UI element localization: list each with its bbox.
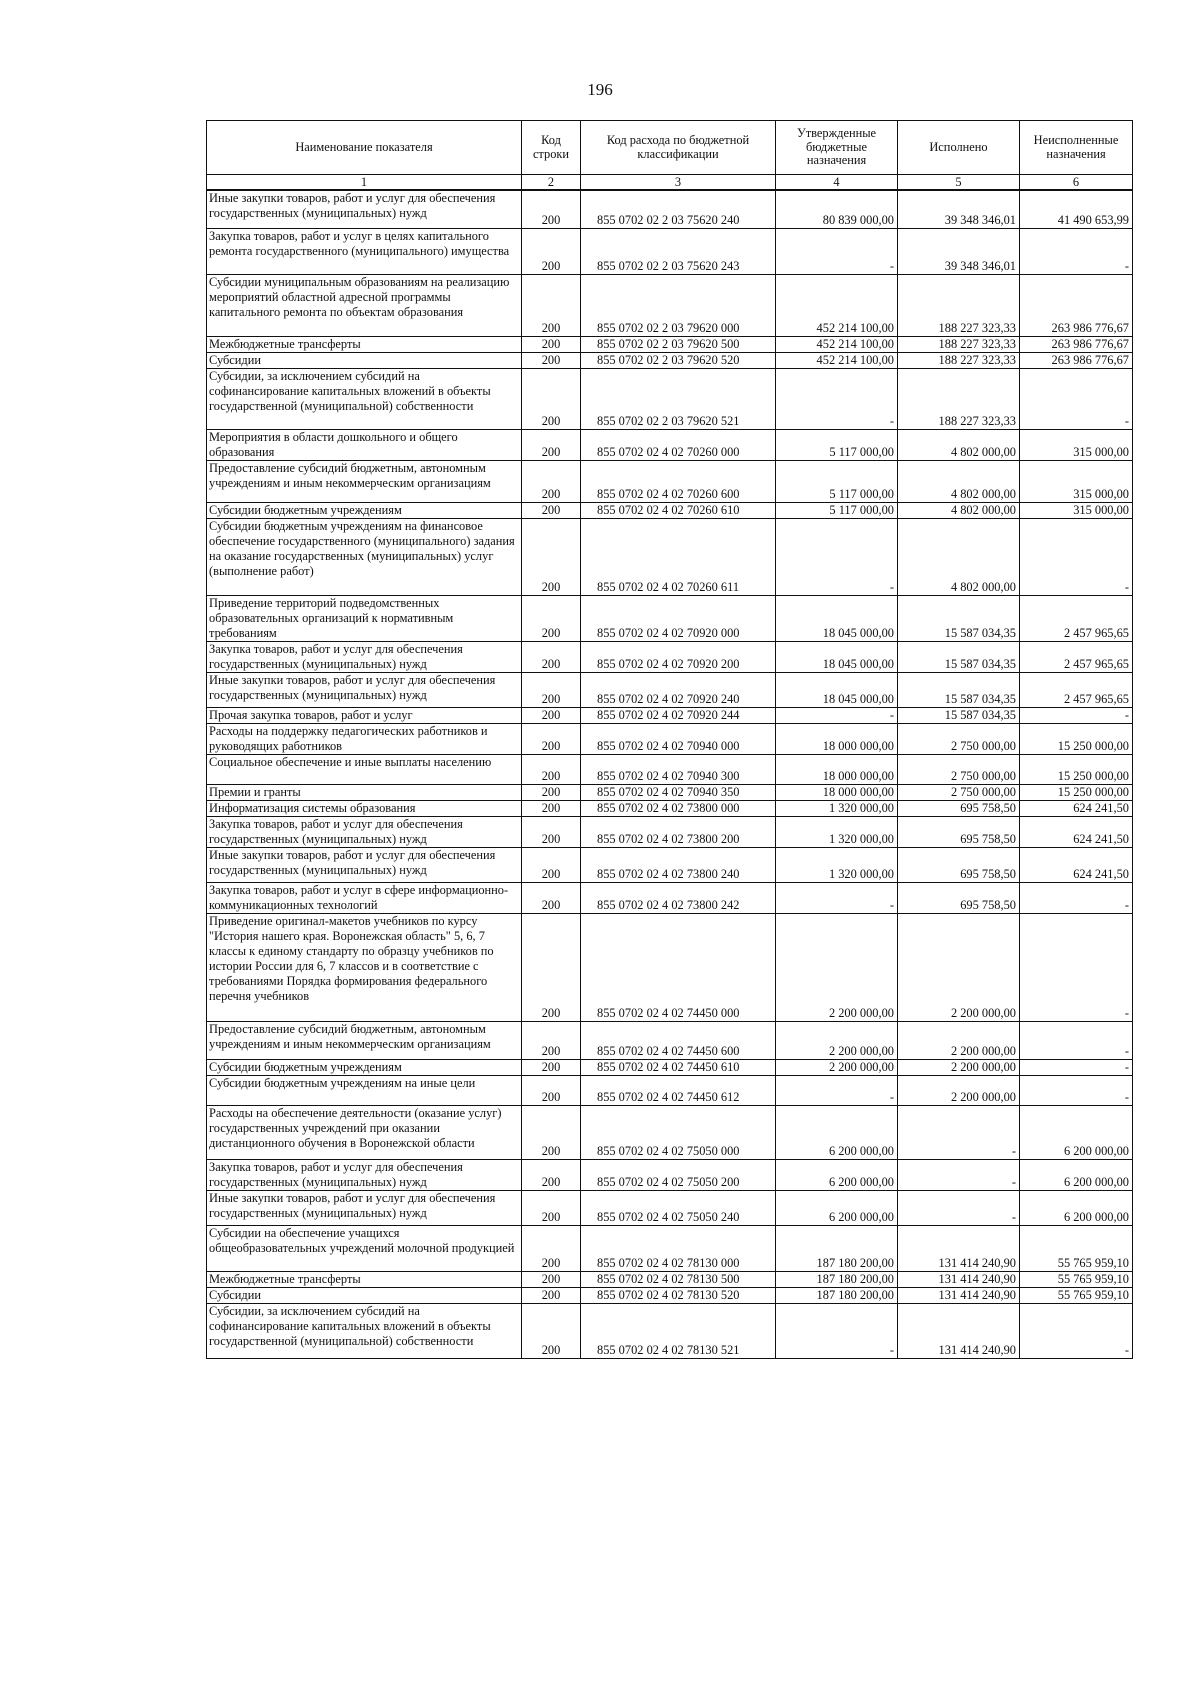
row-classification-cell: 855 0702 02 4 02 75050 000 xyxy=(581,1105,776,1159)
row-executed-cell: 2 200 000,00 xyxy=(898,913,1020,1021)
row-classification-cell: 855 0702 02 4 02 70260 610 xyxy=(581,502,776,518)
table-row xyxy=(207,882,1133,913)
table-row xyxy=(207,1075,1133,1105)
row-code-cell: 200 xyxy=(522,800,581,816)
row-executed-cell: 188 227 323,33 xyxy=(898,336,1020,352)
row-name-cell: Межбюджетные трансферты xyxy=(207,336,522,352)
row-code-cell: 200 xyxy=(522,1225,581,1271)
row-code-cell: 200 xyxy=(522,274,581,336)
row-approved-cell: 5 117 000,00 xyxy=(776,460,898,502)
row-classification-cell: 855 0702 02 4 02 73800 240 xyxy=(581,847,776,882)
row-approved-cell: - xyxy=(776,882,898,913)
row-code-cell: 200 xyxy=(522,228,581,274)
row-unexecuted-cell: 6 200 000,00 xyxy=(1020,1190,1133,1225)
row-classification-cell: 855 0702 02 4 02 70920 000 xyxy=(581,595,776,641)
row-code-cell: 200 xyxy=(522,1105,581,1159)
page-number: 196 xyxy=(587,80,613,99)
column-number: 3 xyxy=(581,175,776,191)
table-row xyxy=(207,1225,1133,1271)
row-code-cell: 200 xyxy=(522,460,581,502)
row-classification-cell: 855 0702 02 2 03 79620 520 xyxy=(581,352,776,368)
row-approved-cell: 18 045 000,00 xyxy=(776,595,898,641)
row-unexecuted-cell: 2 457 965,65 xyxy=(1020,641,1133,672)
column-number: 4 xyxy=(776,175,898,191)
row-executed-cell: 15 587 034,35 xyxy=(898,672,1020,707)
row-code-cell: 200 xyxy=(522,707,581,723)
row-code-cell: 200 xyxy=(522,352,581,368)
header-unexecuted: Неисполненные назначения xyxy=(1020,121,1133,175)
column-number: 5 xyxy=(898,175,1020,191)
row-code-cell: 200 xyxy=(522,336,581,352)
row-code-cell: 200 xyxy=(522,518,581,595)
row-name-cell: Субсидии, за исключением субсидий на софинансирование капитальных вложений в объекты государственной (муниципальной) собственности xyxy=(207,1303,522,1358)
row-approved-cell: 18 000 000,00 xyxy=(776,754,898,784)
row-unexecuted-cell: 6 200 000,00 xyxy=(1020,1159,1133,1190)
row-classification-cell: 855 0702 02 4 02 73800 242 xyxy=(581,882,776,913)
row-approved-cell: - xyxy=(776,1075,898,1105)
row-name-cell: Приведение оригинал-макетов учебников по курсу "История нашего края. Воронежская область" 5, 6, 7 классы к единому стандарту по образцу учебников по истории России для 6, 7 классов и в соответствие с требованиями Порядка формирования федерального перечня учебников xyxy=(207,913,522,1021)
row-executed-cell: 131 414 240,90 xyxy=(898,1225,1020,1271)
row-executed-cell: 2 750 000,00 xyxy=(898,784,1020,800)
row-unexecuted-cell: 15 250 000,00 xyxy=(1020,754,1133,784)
row-approved-cell: 18 000 000,00 xyxy=(776,723,898,754)
row-classification-cell: 855 0702 02 4 02 74450 000 xyxy=(581,913,776,1021)
row-classification-cell: 855 0702 02 4 02 70940 000 xyxy=(581,723,776,754)
row-executed-cell: - xyxy=(898,1190,1020,1225)
row-unexecuted-cell: 55 765 959,10 xyxy=(1020,1225,1133,1271)
row-executed-cell: 2 750 000,00 xyxy=(898,754,1020,784)
row-code-cell: 200 xyxy=(522,816,581,847)
row-unexecuted-cell: 624 241,50 xyxy=(1020,847,1133,882)
table-row xyxy=(207,1271,1133,1287)
row-approved-cell: 2 200 000,00 xyxy=(776,1059,898,1075)
row-code-cell: 200 xyxy=(522,1059,581,1075)
row-name-cell: Субсидии бюджетным учреждениям на иные цели xyxy=(207,1075,522,1105)
row-classification-cell: 855 0702 02 4 02 74450 610 xyxy=(581,1059,776,1075)
row-approved-cell: 18 000 000,00 xyxy=(776,784,898,800)
table-row xyxy=(207,672,1133,707)
table-header-row xyxy=(207,121,1133,175)
table-row xyxy=(207,641,1133,672)
row-approved-cell: - xyxy=(776,1303,898,1358)
row-approved-cell: 187 180 200,00 xyxy=(776,1225,898,1271)
row-name-cell: Закупка товаров, работ и услуг для обеспечения государственных (муниципальных) нужд xyxy=(207,641,522,672)
table-row xyxy=(207,274,1133,336)
row-executed-cell: 39 348 346,01 xyxy=(898,228,1020,274)
row-unexecuted-cell: 315 000,00 xyxy=(1020,502,1133,518)
row-classification-cell: 855 0702 02 4 02 74450 600 xyxy=(581,1021,776,1059)
row-classification-cell: 855 0702 02 4 02 75050 240 xyxy=(581,1190,776,1225)
row-approved-cell: 452 214 100,00 xyxy=(776,352,898,368)
row-classification-cell: 855 0702 02 4 02 70940 300 xyxy=(581,754,776,784)
header-classification: Код расхода по бюджетной классификации xyxy=(581,121,776,175)
row-executed-cell: 2 200 000,00 xyxy=(898,1059,1020,1075)
header-name: Наименование показателя xyxy=(207,121,522,175)
row-approved-cell: - xyxy=(776,368,898,429)
row-name-cell: Закупка товаров, работ и услуг в сфере информационно-коммуникационных технологий xyxy=(207,882,522,913)
table-row xyxy=(207,352,1133,368)
row-approved-cell: 187 180 200,00 xyxy=(776,1271,898,1287)
table-row xyxy=(207,595,1133,641)
row-name-cell: Субсидии, за исключением субсидий на софинансирование капитальных вложений в объекты государственной (муниципальной) собственности xyxy=(207,368,522,429)
row-name-cell: Премии и гранты xyxy=(207,784,522,800)
row-unexecuted-cell: 315 000,00 xyxy=(1020,460,1133,502)
row-executed-cell: 15 587 034,35 xyxy=(898,707,1020,723)
row-classification-cell: 855 0702 02 4 02 70940 350 xyxy=(581,784,776,800)
table-row xyxy=(207,460,1133,502)
row-classification-cell: 855 0702 02 2 03 79620 000 xyxy=(581,274,776,336)
table-row xyxy=(207,1105,1133,1159)
row-classification-cell: 855 0702 02 2 03 75620 240 xyxy=(581,190,776,228)
row-unexecuted-cell: 624 241,50 xyxy=(1020,816,1133,847)
row-unexecuted-cell: 15 250 000,00 xyxy=(1020,784,1133,800)
table-body xyxy=(207,190,1133,1358)
row-unexecuted-cell: 2 457 965,65 xyxy=(1020,672,1133,707)
row-name-cell: Субсидии на обеспечение учащихся общеобразовательных учреждений молочной продукцией xyxy=(207,1225,522,1271)
row-approved-cell: 80 839 000,00 xyxy=(776,190,898,228)
column-number: 1 xyxy=(207,175,522,191)
row-unexecuted-cell: - xyxy=(1020,368,1133,429)
row-executed-cell: 188 227 323,33 xyxy=(898,352,1020,368)
row-code-cell: 200 xyxy=(522,429,581,460)
row-classification-cell: 855 0702 02 4 02 75050 200 xyxy=(581,1159,776,1190)
row-name-cell: Субсидии муниципальным образованиям на реализацию мероприятий областной адресной программы капитального ремонта по объектам образования xyxy=(207,274,522,336)
row-code-cell: 200 xyxy=(522,1303,581,1358)
row-name-cell: Приведение территорий подведомственных образовательных организаций к нормативным требованиям xyxy=(207,595,522,641)
row-executed-cell: 131 414 240,90 xyxy=(898,1303,1020,1358)
row-code-cell: 200 xyxy=(522,1271,581,1287)
row-executed-cell: 131 414 240,90 xyxy=(898,1287,1020,1303)
row-approved-cell: 1 320 000,00 xyxy=(776,800,898,816)
row-approved-cell: 6 200 000,00 xyxy=(776,1105,898,1159)
row-unexecuted-cell: 55 765 959,10 xyxy=(1020,1287,1133,1303)
row-unexecuted-cell: 41 490 653,99 xyxy=(1020,190,1133,228)
table-row xyxy=(207,707,1133,723)
row-approved-cell: 187 180 200,00 xyxy=(776,1287,898,1303)
row-classification-cell: 855 0702 02 4 02 70920 240 xyxy=(581,672,776,707)
row-name-cell: Межбюджетные трансферты xyxy=(207,1271,522,1287)
row-unexecuted-cell: 263 986 776,67 xyxy=(1020,274,1133,336)
table-row xyxy=(207,723,1133,754)
row-approved-cell: 5 117 000,00 xyxy=(776,502,898,518)
row-classification-cell: 855 0702 02 4 02 70260 611 xyxy=(581,518,776,595)
row-classification-cell: 855 0702 02 2 03 79620 500 xyxy=(581,336,776,352)
row-classification-cell: 855 0702 02 4 02 74450 612 xyxy=(581,1075,776,1105)
row-executed-cell: 15 587 034,35 xyxy=(898,641,1020,672)
row-name-cell: Расходы на обеспечение деятельности (оказание услуг) государственных учреждений при оказании дистанционного обучения в Воронежской области xyxy=(207,1105,522,1159)
row-code-cell: 200 xyxy=(522,754,581,784)
row-classification-cell: 855 0702 02 4 02 70260 600 xyxy=(581,460,776,502)
row-unexecuted-cell: - xyxy=(1020,1059,1133,1075)
row-unexecuted-cell: 6 200 000,00 xyxy=(1020,1105,1133,1159)
row-code-cell: 200 xyxy=(522,847,581,882)
row-executed-cell: 188 227 323,33 xyxy=(898,274,1020,336)
row-code-cell: 200 xyxy=(522,502,581,518)
column-number: 2 xyxy=(522,175,581,191)
row-name-cell: Закупка товаров, работ и услуг для обеспечения государственных (муниципальных) нужд xyxy=(207,1159,522,1190)
row-unexecuted-cell: 263 986 776,67 xyxy=(1020,352,1133,368)
row-name-cell: Предоставление субсидий бюджетным, автономным учреждениям и иным некоммерческим организациям xyxy=(207,1021,522,1059)
row-executed-cell: 4 802 000,00 xyxy=(898,429,1020,460)
header-code: Код строки xyxy=(522,121,581,175)
row-classification-cell: 855 0702 02 4 02 78130 500 xyxy=(581,1271,776,1287)
table-row xyxy=(207,1190,1133,1225)
row-code-cell: 200 xyxy=(522,595,581,641)
row-unexecuted-cell: 2 457 965,65 xyxy=(1020,595,1133,641)
budget-execution-table xyxy=(206,120,1133,1359)
row-approved-cell: 2 200 000,00 xyxy=(776,913,898,1021)
table-row xyxy=(207,847,1133,882)
row-name-cell: Субсидии бюджетным учреждениям на финансовое обеспечение государственного (муниципального) задания на оказание государственных (муниципальных) услуг (выполнение работ) xyxy=(207,518,522,595)
row-approved-cell: 5 117 000,00 xyxy=(776,429,898,460)
row-name-cell: Иные закупки товаров, работ и услуг для обеспечения государственных (муниципальных) нужд xyxy=(207,672,522,707)
row-executed-cell: 2 200 000,00 xyxy=(898,1021,1020,1059)
table-row xyxy=(207,1059,1133,1075)
row-classification-cell: 855 0702 02 2 03 79620 521 xyxy=(581,368,776,429)
row-name-cell: Иные закупки товаров, работ и услуг для обеспечения государственных (муниципальных) нужд xyxy=(207,190,522,228)
row-approved-cell: 18 045 000,00 xyxy=(776,672,898,707)
row-code-cell: 200 xyxy=(522,784,581,800)
row-classification-cell: 855 0702 02 4 02 73800 200 xyxy=(581,816,776,847)
row-approved-cell: - xyxy=(776,228,898,274)
table-row xyxy=(207,1021,1133,1059)
row-approved-cell: 2 200 000,00 xyxy=(776,1021,898,1059)
row-executed-cell: 695 758,50 xyxy=(898,816,1020,847)
table-row xyxy=(207,784,1133,800)
row-executed-cell: 4 802 000,00 xyxy=(898,460,1020,502)
row-unexecuted-cell: 15 250 000,00 xyxy=(1020,723,1133,754)
row-name-cell: Иные закупки товаров, работ и услуг для обеспечения государственных (муниципальных) нужд xyxy=(207,1190,522,1225)
header-approved: Утвержденные бюджетные назначения xyxy=(776,121,898,175)
row-name-cell: Расходы на поддержку педагогических работников и руководящих работников xyxy=(207,723,522,754)
row-executed-cell: 131 414 240,90 xyxy=(898,1271,1020,1287)
row-approved-cell: 18 045 000,00 xyxy=(776,641,898,672)
table-row xyxy=(207,518,1133,595)
row-name-cell: Субсидии xyxy=(207,352,522,368)
row-executed-cell: 2 200 000,00 xyxy=(898,1075,1020,1105)
row-classification-cell: 855 0702 02 4 02 70920 200 xyxy=(581,641,776,672)
row-name-cell: Субсидии бюджетным учреждениям xyxy=(207,1059,522,1075)
row-classification-cell: 855 0702 02 4 02 70260 000 xyxy=(581,429,776,460)
table-row xyxy=(207,913,1133,1021)
row-executed-cell: - xyxy=(898,1105,1020,1159)
table-row xyxy=(207,754,1133,784)
row-unexecuted-cell: 263 986 776,67 xyxy=(1020,336,1133,352)
row-unexecuted-cell: - xyxy=(1020,913,1133,1021)
row-classification-cell: 855 0702 02 4 02 78130 521 xyxy=(581,1303,776,1358)
row-name-cell: Социальное обеспечение и иные выплаты населению xyxy=(207,754,522,784)
row-unexecuted-cell: 55 765 959,10 xyxy=(1020,1271,1133,1287)
header-executed: Исполнено xyxy=(898,121,1020,175)
row-executed-cell: 4 802 000,00 xyxy=(898,502,1020,518)
row-name-cell: Иные закупки товаров, работ и услуг для обеспечения государственных (муниципальных) нужд xyxy=(207,847,522,882)
column-number: 6 xyxy=(1020,175,1133,191)
row-executed-cell: 695 758,50 xyxy=(898,800,1020,816)
row-name-cell: Мероприятия в области дошкольного и общего образования xyxy=(207,429,522,460)
row-classification-cell: 855 0702 02 2 03 75620 243 xyxy=(581,228,776,274)
row-name-cell: Субсидии xyxy=(207,1287,522,1303)
row-approved-cell: 452 214 100,00 xyxy=(776,336,898,352)
table-row xyxy=(207,816,1133,847)
row-approved-cell: - xyxy=(776,518,898,595)
row-unexecuted-cell: 624 241,50 xyxy=(1020,800,1133,816)
row-name-cell: Информатизация системы образования xyxy=(207,800,522,816)
row-classification-cell: 855 0702 02 4 02 78130 000 xyxy=(581,1225,776,1271)
table-row xyxy=(207,368,1133,429)
row-code-cell: 200 xyxy=(522,1190,581,1225)
row-executed-cell: 2 750 000,00 xyxy=(898,723,1020,754)
row-code-cell: 200 xyxy=(522,723,581,754)
row-approved-cell: 6 200 000,00 xyxy=(776,1159,898,1190)
row-code-cell: 200 xyxy=(522,1159,581,1190)
row-executed-cell: 39 348 346,01 xyxy=(898,190,1020,228)
row-approved-cell: 1 320 000,00 xyxy=(776,816,898,847)
table-row xyxy=(207,1287,1133,1303)
row-code-cell: 200 xyxy=(522,368,581,429)
row-executed-cell: 695 758,50 xyxy=(898,882,1020,913)
table-row xyxy=(207,502,1133,518)
row-code-cell: 200 xyxy=(522,190,581,228)
row-approved-cell: - xyxy=(776,707,898,723)
row-unexecuted-cell: - xyxy=(1020,1075,1133,1105)
row-executed-cell: 4 802 000,00 xyxy=(898,518,1020,595)
table-row xyxy=(207,1303,1133,1358)
column-number-row xyxy=(207,175,1133,191)
row-code-cell: 200 xyxy=(522,672,581,707)
row-name-cell: Субсидии бюджетным учреждениям xyxy=(207,502,522,518)
row-code-cell: 200 xyxy=(522,913,581,1021)
row-unexecuted-cell: - xyxy=(1020,228,1133,274)
row-executed-cell: 188 227 323,33 xyxy=(898,368,1020,429)
row-unexecuted-cell: - xyxy=(1020,882,1133,913)
row-unexecuted-cell: - xyxy=(1020,1303,1133,1358)
row-classification-cell: 855 0702 02 4 02 78130 520 xyxy=(581,1287,776,1303)
table-row xyxy=(207,336,1133,352)
row-code-cell: 200 xyxy=(522,1075,581,1105)
table-row xyxy=(207,190,1133,228)
row-name-cell: Предоставление субсидий бюджетным, автономным учреждениям и иным некоммерческим организациям xyxy=(207,460,522,502)
row-code-cell: 200 xyxy=(522,882,581,913)
row-approved-cell: 1 320 000,00 xyxy=(776,847,898,882)
row-name-cell: Прочая закупка товаров, работ и услуг xyxy=(207,707,522,723)
table-row xyxy=(207,228,1133,274)
table-row xyxy=(207,429,1133,460)
table-row xyxy=(207,1159,1133,1190)
row-code-cell: 200 xyxy=(522,1287,581,1303)
row-classification-cell: 855 0702 02 4 02 70920 244 xyxy=(581,707,776,723)
row-executed-cell: - xyxy=(898,1159,1020,1190)
row-approved-cell: 452 214 100,00 xyxy=(776,274,898,336)
row-code-cell: 200 xyxy=(522,641,581,672)
row-classification-cell: 855 0702 02 4 02 73800 000 xyxy=(581,800,776,816)
row-unexecuted-cell: - xyxy=(1020,707,1133,723)
row-unexecuted-cell: - xyxy=(1020,1021,1133,1059)
row-executed-cell: 15 587 034,35 xyxy=(898,595,1020,641)
table-row xyxy=(207,800,1133,816)
row-code-cell: 200 xyxy=(522,1021,581,1059)
row-name-cell: Закупка товаров, работ и услуг для обеспечения государственных (муниципальных) нужд xyxy=(207,816,522,847)
row-unexecuted-cell: - xyxy=(1020,518,1133,595)
row-approved-cell: 6 200 000,00 xyxy=(776,1190,898,1225)
row-name-cell: Закупка товаров, работ и услуг в целях капитального ремонта государственного (муниципального) имущества xyxy=(207,228,522,274)
row-unexecuted-cell: 315 000,00 xyxy=(1020,429,1133,460)
row-executed-cell: 695 758,50 xyxy=(898,847,1020,882)
